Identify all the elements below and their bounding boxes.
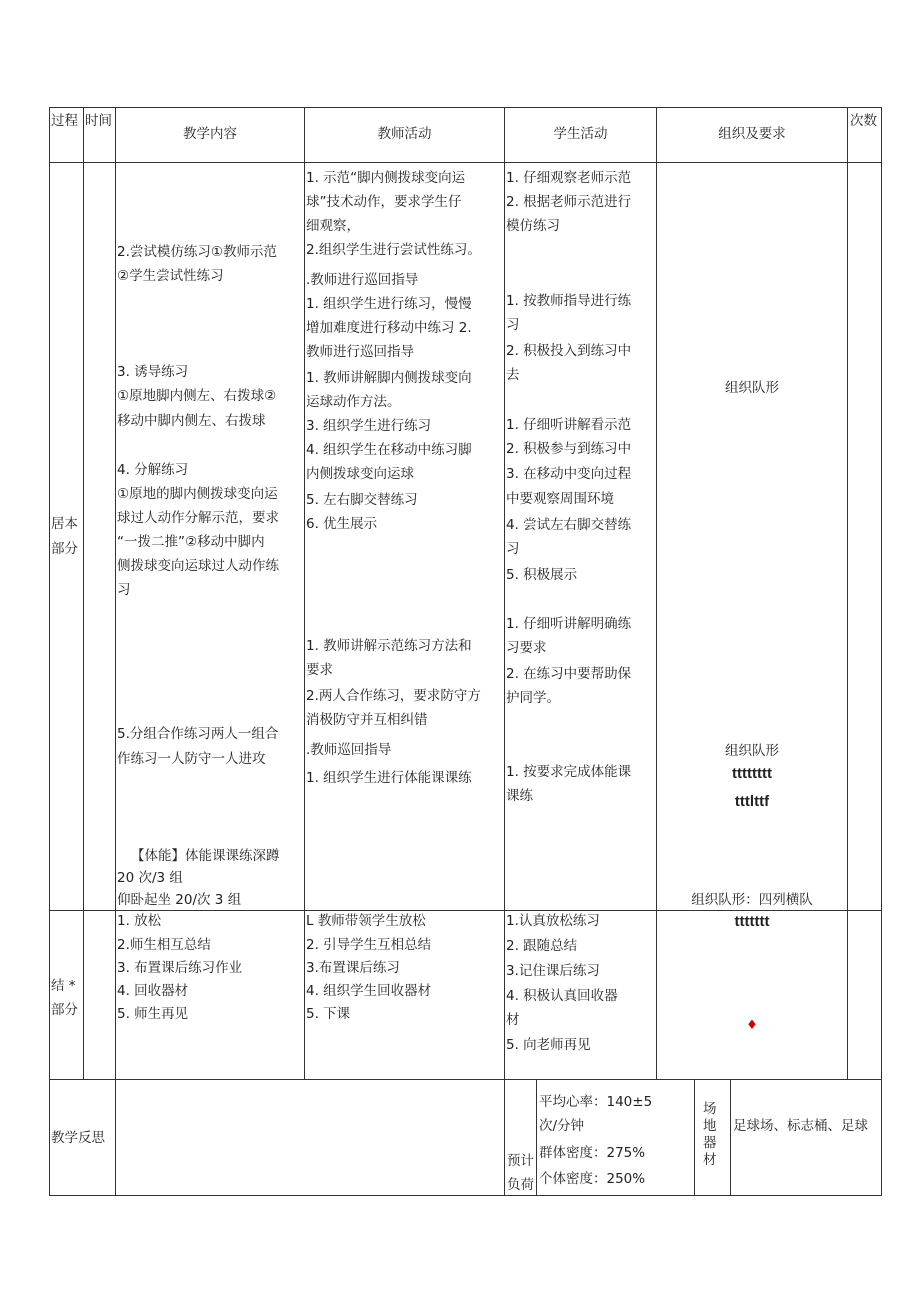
end-student-line: 材 (506, 1012, 520, 1028)
teacher-line: 2.两人合作练习，要求防守方 (306, 688, 481, 704)
header-count: 次数 (850, 113, 877, 129)
student-line: 去 (506, 367, 520, 383)
end-content-line: 2.师生相互总结 (117, 937, 211, 953)
load-label: 预计 (507, 1153, 534, 1169)
end-teacher-line: L 教师带领学生放松 (306, 913, 426, 929)
end-student-line: 4. 积极认真回收器 (506, 988, 618, 1004)
end-content-line: 1. 放松 (117, 913, 162, 929)
header-teacher: 教师活动 (377, 126, 432, 142)
teacher-line: .教师巡回指导 (306, 742, 392, 758)
teacher-line: 1. 组织学生进行体能课课练 (306, 770, 472, 786)
formation-row: tttttttt (732, 765, 772, 782)
teacher-line: 球”技术动作，要求学生仔 (306, 194, 462, 210)
footer-load-divider (536, 1079, 537, 1196)
table-border-top (49, 107, 881, 108)
end-section-label: 部分 (51, 1002, 78, 1018)
teacher-line: 1. 组织学生进行练习，慢慢 (306, 296, 472, 312)
teacher-line: 6. 优生展示 (306, 516, 378, 532)
col-line-teacher (504, 107, 505, 1196)
col-line-time (115, 107, 116, 1196)
content-line: 20 次/3 组 (117, 870, 183, 886)
content-line: “一拨二推”②移动中脚内 (117, 534, 265, 550)
content-line: ②学生尝试性练习 (117, 268, 224, 284)
header-process: 过程 (51, 113, 78, 129)
content-line: 侧拨球变向运球过人动作练 (117, 558, 279, 574)
formation-label: 组织队形 (725, 743, 779, 759)
end-student-line: 5. 向老师再见 (506, 1037, 591, 1053)
col-line-org (847, 107, 848, 1079)
content-line: 2.尝试模仿练习①教师示范 (117, 244, 277, 260)
teacher-line: 2.组织学生进行尝试性练习。 (306, 242, 481, 258)
end-content-line: 5. 师生再见 (117, 1006, 189, 1022)
load-value: 平均心率：140±5 (539, 1094, 653, 1110)
end-student-line: 1.认真放松练习 (506, 913, 600, 929)
content-line: 3. 诱导练习 (117, 364, 189, 380)
content-line: 作练习一人防守一人进攻 (117, 751, 266, 767)
student-line: 1. 按要求完成体能课 (506, 764, 632, 780)
venue-label: 场 (703, 1101, 717, 1117)
end-teacher-line: 3.布置课后练习 (306, 960, 400, 976)
main-section-label: 居本 (51, 516, 78, 532)
venue-label: 材 (703, 1152, 717, 1168)
formation-row: ttttttt (734, 913, 770, 930)
teacher-line: 1. 示范“脚内侧拨球变向运 (306, 170, 466, 186)
student-line: 习要求 (506, 640, 547, 656)
student-line: 2. 在练习中要帮助保 (506, 666, 632, 682)
teacher-line: 4. 组织学生在移动中练习脚 (306, 442, 472, 458)
content-line: 习 (117, 582, 131, 598)
teacher-marker-icon: ♦ (746, 1018, 758, 1033)
teacher-line: 细观察， (306, 218, 360, 234)
student-line: 4. 尝试左右脚交替练 (506, 517, 632, 533)
main-section-label: 部分 (51, 541, 78, 557)
end-teacher-line: 5. 下课 (306, 1006, 351, 1022)
end-teacher-line: 4. 组织学生回收器材 (306, 983, 432, 999)
load-value: 次/分钟 (539, 1118, 585, 1134)
student-line: 1. 仔细听讲解明确练 (506, 616, 632, 632)
end-teacher-line: 2. 引导学生互相总结 (306, 937, 432, 953)
header-time: 时间 (85, 113, 112, 129)
end-content-line: 3. 布置课后练习作业 (117, 960, 243, 976)
student-line: 1. 仔细听讲解看示范 (506, 417, 632, 433)
content-line: ①原地脚内侧左、右拨球② (117, 388, 277, 404)
footer-venue-divider-left (694, 1079, 695, 1196)
reflection-label: 教学反思 (51, 1130, 105, 1146)
load-label: 负荷 (507, 1177, 534, 1193)
teacher-line: 要求 (306, 662, 333, 678)
student-line: 3. 在移动中变向过程 (506, 466, 632, 482)
venue-label: 地 (703, 1118, 717, 1134)
student-line: 模仿练习 (506, 218, 560, 234)
student-line: 2. 根据老师示范进行 (506, 194, 632, 210)
load-value: 群体密度：275% (539, 1145, 646, 1161)
table-border-bottom (49, 1195, 881, 1196)
teacher-line: 5. 左右脚交替练习 (306, 492, 418, 508)
load-value: 个体密度：250% (539, 1171, 646, 1187)
formation-label: 组织队形：四列横队 (691, 892, 813, 908)
col-line-right (881, 107, 882, 1196)
content-line: 球过人动作分解示范，要求 (117, 510, 279, 526)
student-line: 1. 按教师指导进行练 (506, 293, 632, 309)
end-content-line: 4. 回收器材 (117, 983, 189, 999)
formation-row: tttlttf (734, 793, 770, 810)
header-content: 教学内容 (183, 126, 237, 142)
formation-label: 组织队形 (725, 380, 779, 396)
student-line: 2. 积极参与到练习中 (506, 441, 632, 457)
content-line: 仰卧起坐 20/次 3 组 (117, 892, 242, 908)
end-section-label: 结 * (51, 978, 76, 994)
student-line: 中要观察周围环境 (506, 491, 614, 507)
student-line: 习 (506, 541, 520, 557)
teacher-line: 教师进行巡回指导 (306, 344, 414, 360)
student-line: 5. 积极展示 (506, 567, 578, 583)
teacher-line: 内侧拨球变向运球 (306, 466, 414, 482)
student-line: 2. 积极投入到练习中 (506, 343, 632, 359)
content-line: 5.分组合作练习两人一组合 (117, 726, 279, 742)
student-line: 课练 (506, 788, 533, 804)
header-student: 学生活动 (553, 126, 608, 142)
content-line: 移动中脚内侧左、右拨球 (117, 413, 266, 429)
footer-venue-divider-right (730, 1079, 731, 1196)
venue-label: 器 (703, 1135, 717, 1151)
teacher-line: 1. 教师讲解示范练习方法和 (306, 638, 472, 654)
end-student-line: 3.记住课后练习 (506, 963, 600, 979)
header-divider (49, 162, 881, 163)
content-line: ①原地的脚内侧拨球变向运 (117, 486, 278, 502)
teacher-line: 运球动作方法。 (306, 394, 401, 410)
teacher-line: 1. 教师讲解脚内侧拨球变向 (306, 370, 472, 386)
student-line: 1. 仔细观察老师示范 (506, 170, 632, 186)
teacher-line: 增加难度进行移动中练习 2. (306, 320, 472, 336)
col-line-process (83, 107, 84, 1079)
teacher-line: .教师进行巡回指导 (306, 272, 419, 288)
col-line-left (49, 107, 50, 1196)
teacher-line: 消极防守并互相纠错 (306, 712, 428, 728)
student-line: 护同学。 (506, 690, 560, 706)
content-line: 4. 分解练习 (117, 462, 189, 478)
venue-value: 足球场、标志桶、足球 (733, 1118, 868, 1134)
end-student-line: 2. 跟随总结 (506, 938, 578, 954)
teacher-line: 3. 组织学生进行练习 (306, 418, 432, 434)
student-line: 习 (506, 317, 520, 333)
footer-divider (49, 1079, 881, 1080)
header-organization: 组织及要求 (718, 126, 786, 142)
content-line: 【体能】体能课课练深蹲 (131, 848, 280, 864)
col-line-content (304, 107, 305, 1079)
